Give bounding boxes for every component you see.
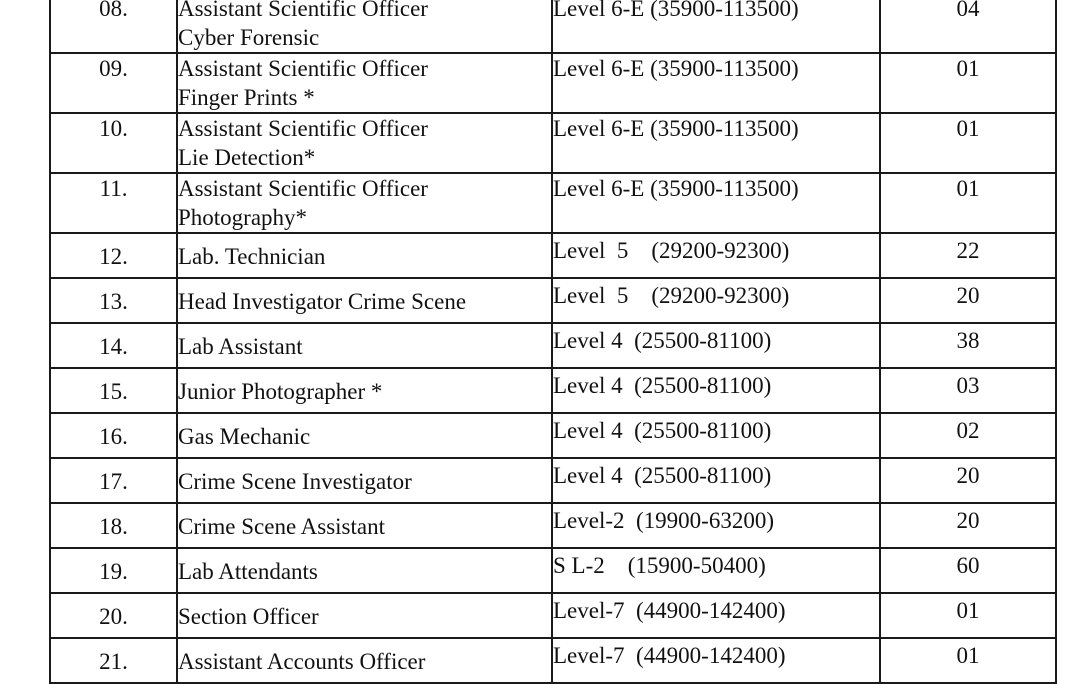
- table-row: [50, 233, 1056, 278]
- post-name-cell: Lab Attendants: [177, 548, 552, 593]
- table-row: [50, 458, 1056, 503]
- post-count-cell: 01: [880, 593, 1056, 638]
- post-name-cell: Lab Assistant: [177, 323, 552, 368]
- pay-level-cell: Level 6-E (35900-113500): [552, 113, 880, 173]
- table-row: [50, 638, 1056, 683]
- table-row: [50, 0, 1056, 53]
- serial-number-cell: 10.: [50, 113, 177, 173]
- serial-number-cell: 19.: [50, 548, 177, 593]
- post-name-line: Lie Detection*: [178, 145, 316, 170]
- post-name-cell: Head Investigator Crime Scene: [177, 278, 552, 323]
- post-name-cell: [177, 113, 552, 173]
- table-row: [50, 173, 1056, 233]
- post-count-cell: 60: [880, 548, 1056, 593]
- post-name-line: Photography*: [178, 205, 308, 230]
- post-name-line: Assistant Scientific Officer: [178, 176, 428, 201]
- post-count-cell: 22: [880, 233, 1056, 278]
- post-count-cell: 01: [880, 113, 1056, 173]
- post-count-cell: 01: [880, 53, 1056, 113]
- pay-level-cell: Level 6-E (35900-113500): [552, 0, 880, 53]
- post-name-cell: Junior Photographer *: [177, 368, 552, 413]
- table-row: [50, 113, 1056, 173]
- pay-level-cell: Level 4 (25500-81100): [552, 323, 880, 368]
- post-name-cell: Gas Mechanic: [177, 413, 552, 458]
- serial-number-cell: 08.: [50, 0, 177, 53]
- table-row: [50, 278, 1056, 323]
- posts-table: [49, 0, 1057, 684]
- pay-level-cell: Level 5 (29200-92300): [552, 278, 880, 323]
- serial-number-cell: 13.: [50, 278, 177, 323]
- post-count-cell: 20: [880, 278, 1056, 323]
- serial-number-cell: 11.: [50, 173, 177, 233]
- post-name-cell: [177, 53, 552, 113]
- table-row: [50, 53, 1056, 113]
- table-row: [50, 503, 1056, 548]
- post-count-cell: 04: [880, 0, 1056, 53]
- serial-number-cell: 12.: [50, 233, 177, 278]
- table-row: [50, 548, 1056, 593]
- post-name-cell: Assistant Accounts Officer: [177, 638, 552, 683]
- table-row: [50, 413, 1056, 458]
- post-count-cell: 03: [880, 368, 1056, 413]
- pay-level-cell: Level-2 (19900-63200): [552, 503, 880, 548]
- post-name-cell: Crime Scene Assistant: [177, 503, 552, 548]
- serial-number-cell: 09.: [50, 53, 177, 113]
- serial-number-cell: 16.: [50, 413, 177, 458]
- post-count-cell: 01: [880, 173, 1056, 233]
- pay-level-cell: Level 4 (25500-81100): [552, 458, 880, 503]
- table-row: [50, 593, 1056, 638]
- post-count-cell: 38: [880, 323, 1056, 368]
- post-name-cell: Section Officer: [177, 593, 552, 638]
- pay-level-cell: Level 4 (25500-81100): [552, 368, 880, 413]
- post-name-line: Cyber Forensic: [178, 25, 320, 50]
- post-name-cell: [177, 173, 552, 233]
- post-name-line: Assistant Scientific Officer: [178, 116, 428, 141]
- post-name-cell: [177, 0, 552, 53]
- post-name-line: Assistant Scientific Officer: [178, 0, 428, 21]
- serial-number-cell: 18.: [50, 503, 177, 548]
- post-count-cell: 20: [880, 458, 1056, 503]
- pay-level-cell: S L-2 (15900-50400): [552, 548, 880, 593]
- serial-number-cell: 21.: [50, 638, 177, 683]
- table-row: [50, 368, 1056, 413]
- serial-number-cell: 15.: [50, 368, 177, 413]
- serial-number-cell: 17.: [50, 458, 177, 503]
- post-name-cell: Lab. Technician: [177, 233, 552, 278]
- pay-level-cell: Level 4 (25500-81100): [552, 413, 880, 458]
- post-count-cell: 01: [880, 638, 1056, 683]
- post-count-cell: 02: [880, 413, 1056, 458]
- post-name-line: Finger Prints *: [178, 85, 315, 110]
- serial-number-cell: 20.: [50, 593, 177, 638]
- pay-level-cell: Level 6-E (35900-113500): [552, 53, 880, 113]
- pay-level-cell: Level 6-E (35900-113500): [552, 173, 880, 233]
- serial-number-cell: 14.: [50, 323, 177, 368]
- post-name-cell: Crime Scene Investigator: [177, 458, 552, 503]
- pay-level-cell: Level 5 (29200-92300): [552, 233, 880, 278]
- pay-level-cell: Level-7 (44900-142400): [552, 593, 880, 638]
- post-count-cell: 20: [880, 503, 1056, 548]
- post-name-line: Assistant Scientific Officer: [178, 56, 428, 81]
- pay-level-cell: Level-7 (44900-142400): [552, 638, 880, 683]
- table-row: [50, 323, 1056, 368]
